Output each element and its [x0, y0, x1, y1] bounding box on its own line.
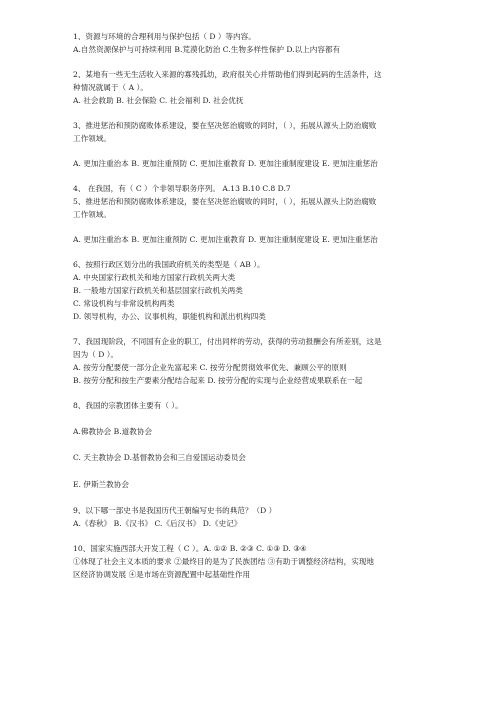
question-5-options: A. 更加注重治本 B. 更加注重预防 C. 更加注重教育 D. 更加注重制度建设 E. 更加注重惩治 — [73, 235, 378, 244]
question-2-text-cont: 种情况就属于（ A ）。 — [73, 83, 148, 92]
question-1-text: 1、资源与环境的合理利用与保护包括（ D ）等内容。 — [73, 32, 256, 41]
question-2-options: A. 社会救助 B. 社会保险 C. 社会福利 D. 社会优抚 — [73, 96, 244, 105]
question-8-text: 8、我国的宗教团体主要有（ ）。 — [73, 401, 183, 410]
question-6-option-c: C. 常设机构与非常设机构两类 — [73, 299, 175, 308]
question-6-option-a: A. 中央国家行政机关和地方国家行政机关两大类 — [73, 273, 236, 282]
question-8-options-ab: A.佛教协会 B.道教协会 — [73, 427, 153, 436]
question-10-statements: ①体现了社会主义本质的要求 ②最终目的是为了民族团结 ③有助于调整经济结构，实现地 — [73, 557, 374, 566]
question-3-options: A. 更加注重治本 B. 更加注重预防 C. 更加注重教育 D. 更加注重制度建设 E. 更加注重惩治 — [73, 159, 378, 168]
question-3-text-cont: 工作领域。 — [73, 134, 111, 143]
question-7-options-bd: B. 按劳分配和按生产要素分配结合起来 D. 按劳分配的实现与企业经营成果联系在一起 — [73, 376, 363, 385]
question-9-text: 9、以下哪一部史书是我国历代王朝编写史书的典范？（D ） — [73, 506, 277, 515]
question-1-options: A.自然资源保护与可持续利用 B.荒漠化防治 C.生物多样性保护 D.以上内容都有 — [73, 45, 341, 54]
question-10-statements-cont: 区经济协调发展 ④是市场在资源配置中起基础性作用 — [73, 570, 251, 579]
question-2-text: 2、某地有一些无生活收入来源的寡残孤幼，政府很关心并帮助他们得到起码的生活条件，这 — [73, 70, 382, 79]
question-6-text: 6、按照行政区划分出的我国政府机关的类型是（ AB ）。 — [73, 260, 265, 269]
question-7-text-cont: 因为（ D ）。 — [73, 350, 119, 359]
question-6-option-d: D. 领导机构，办公、议事机构，职能机构和派出机构四类 — [73, 312, 266, 321]
question-5-text-cont: 工作领域。 — [73, 210, 111, 219]
question-8-options-cd: C. 天主教协会 D.基督教协会和三自爱国运动委员会 — [73, 453, 246, 462]
question-7-text: 7、我国现阶段，不同国有企业的职工，付出同样的劳动，获得的劳动报酬会有所差别，这是 — [73, 337, 382, 346]
question-7-options-ac: A. 按劳分配要使一部分企业先富起来 C. 按劳分配贯彻效率优先、兼顾公平的原则 — [73, 363, 347, 372]
question-4-text: 4、 在我国，有（ C ）个非领导职务序列。 A.13 B.10 C.8 D.7 — [73, 184, 291, 193]
question-8-option-e: E. 伊斯兰教协会 — [73, 480, 129, 489]
question-6-option-b: B. 一般地方国家行政机关和基层国家行政机关两类 — [73, 286, 243, 295]
question-9-options: A.《春秋》 B.《汉书》 C.《后汉书》 D.《史记》 — [73, 519, 242, 528]
question-5-text: 5、推进惩治和预防腐败体系建设，要在坚决惩治腐败的同时，（ ），拓展从源头上防治腐败 — [73, 197, 377, 206]
question-10-text: 10、国家实施西部大开发工程（ C ）。A. ①② B. ②③ C. ①③ D. ③④ — [73, 544, 307, 553]
question-3-text: 3、推进惩治和预防腐败体系建设，要在坚决惩治腐败的同时，（ ），拓展从源头上防治腐败 — [73, 121, 377, 130]
